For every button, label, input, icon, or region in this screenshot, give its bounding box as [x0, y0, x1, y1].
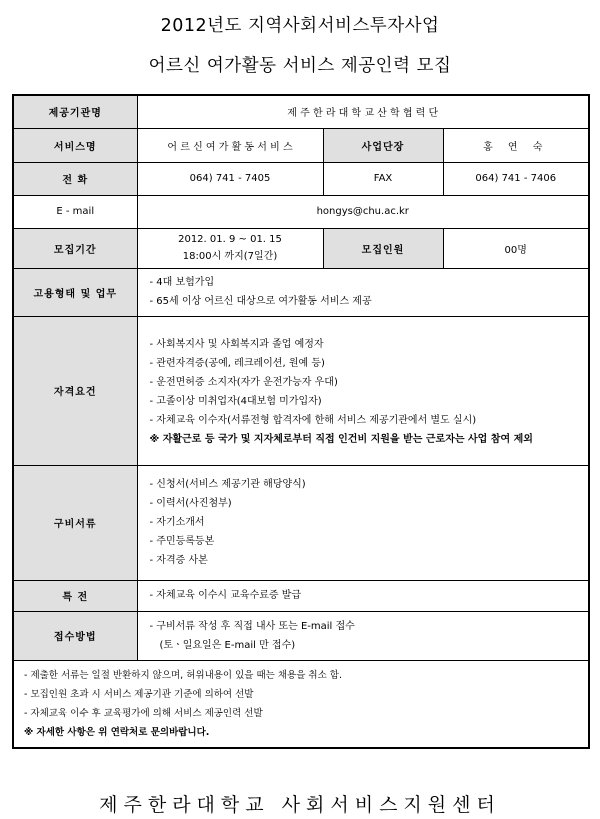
employment-label: 고용형태 및 업무	[13, 268, 137, 316]
manager-label: 사업단장	[323, 128, 443, 162]
notice-item: - 모집인원 초과 시 서비스 제공기관 기준에 의하여 선발	[24, 688, 254, 700]
list-item: - 주민등록등본	[149, 536, 215, 547]
list-item: - 구비서류 작성 후 직접 내사 또는 E-mail 접수	[149, 620, 355, 632]
list-item: - 관련자격증(공예, 레크레이션, 원예 등)	[149, 357, 325, 369]
documents-content	[137, 465, 589, 580]
qualifications-note: ※ 자활근로 등 국가 및 지자체로부터 직접 인건비 지원을 받는 근로자는 사업 참여 제외	[149, 433, 533, 445]
email-value: hongys@chu.ac.kr	[137, 195, 589, 228]
count-value: 00명	[443, 228, 589, 268]
notice-item: ※ 자세한 사항은 위 연락처로 문의바랍니다.	[24, 726, 210, 738]
row-notices	[13, 660, 589, 748]
benefit-label: 특 전	[13, 580, 137, 611]
phone-label: 전 화	[13, 162, 137, 195]
application-content	[137, 611, 589, 660]
list-item: - 고졸이상 미취업자(4대보험 미가입자)	[149, 395, 322, 407]
count-label: 모집인원	[323, 228, 443, 268]
notice-item: - 제출한 서류는 일절 반환하지 않으며, 허위내용이 있을 때는 채용을 취소 함.	[24, 669, 342, 681]
list-item: (토ㆍ일요일은 E-mail 만 접수)	[159, 639, 296, 651]
row-employment	[13, 268, 589, 316]
period-label: 모집기간	[13, 228, 137, 268]
qualifications-label: 자격요건	[13, 316, 137, 465]
service-label: 서비스명	[13, 128, 137, 162]
list-item: - 65세 이상 어르신 대상으로 여가활동 서비스 제공	[149, 296, 372, 307]
row-period	[13, 228, 589, 268]
period-value	[137, 228, 323, 268]
service-value: 어 르 신 여 가 활 동 서 비 스	[137, 128, 323, 162]
row-service	[13, 128, 589, 162]
application-label: 접수방법	[13, 611, 137, 660]
phone-value: 064) 741 - 7405	[137, 162, 323, 195]
row-provider	[13, 95, 589, 128]
period-dates: 2012. 01. 9 ~ 01. 15	[178, 234, 282, 245]
row-application	[13, 611, 589, 660]
list-item: - 자격증 사본	[149, 555, 208, 566]
row-phone	[13, 162, 589, 195]
benefit-content	[137, 580, 589, 611]
row-email	[13, 195, 589, 228]
provider-value: 제 주 한 라 대 학 교 산 학 협 력 단	[137, 95, 589, 128]
fax-value: 064) 741 - 7406	[443, 162, 589, 195]
list-item: - 신청서(서비스 제공기관 해당양식)	[149, 479, 306, 490]
documents-label: 구비서류	[13, 465, 137, 580]
page-subtitle: 어르신 여가활동 서비스 제공인력 모집	[148, 56, 452, 76]
row-documents	[13, 465, 589, 580]
notice-item: - 자체교육 이수 후 교육평가에 의해 서비스 제공인력 선발	[24, 707, 263, 719]
list-item: - 운전면허증 소지자(자가 운전가능자 우대)	[149, 376, 338, 388]
row-qualifications	[13, 316, 589, 465]
email-label: E - mail	[13, 195, 137, 228]
period-deadline: 18:00시 까지(7일간)	[182, 251, 278, 262]
page-title: 2012년도 지역사회서비스투자사업	[160, 16, 440, 36]
list-item: - 자체교육 이수시 교육수료증 발급	[149, 590, 302, 601]
notices-content	[13, 660, 589, 748]
employment-content	[137, 268, 589, 316]
organization-footer: 제주한라대학교 사회서비스지원센터	[99, 794, 501, 816]
provider-label: 제공기관명	[13, 95, 137, 128]
list-item: - 4대 보험가입	[149, 277, 215, 288]
manager-value: 홍 연 숙	[443, 128, 589, 162]
list-item: - 이력서(사진첨부)	[149, 498, 232, 509]
qualifications-content	[137, 316, 589, 465]
fax-label: FAX	[323, 162, 443, 195]
list-item: - 자체교육 이수자(서류전형 합격자에 한해 서비스 제공기관에서 별도 실시)	[149, 414, 477, 426]
list-item: - 사회복지사 및 사회복지과 졸업 예정자	[149, 338, 324, 350]
recruitment-table	[12, 94, 590, 749]
list-item: - 자기소개서	[149, 517, 205, 528]
row-benefit	[13, 580, 589, 611]
